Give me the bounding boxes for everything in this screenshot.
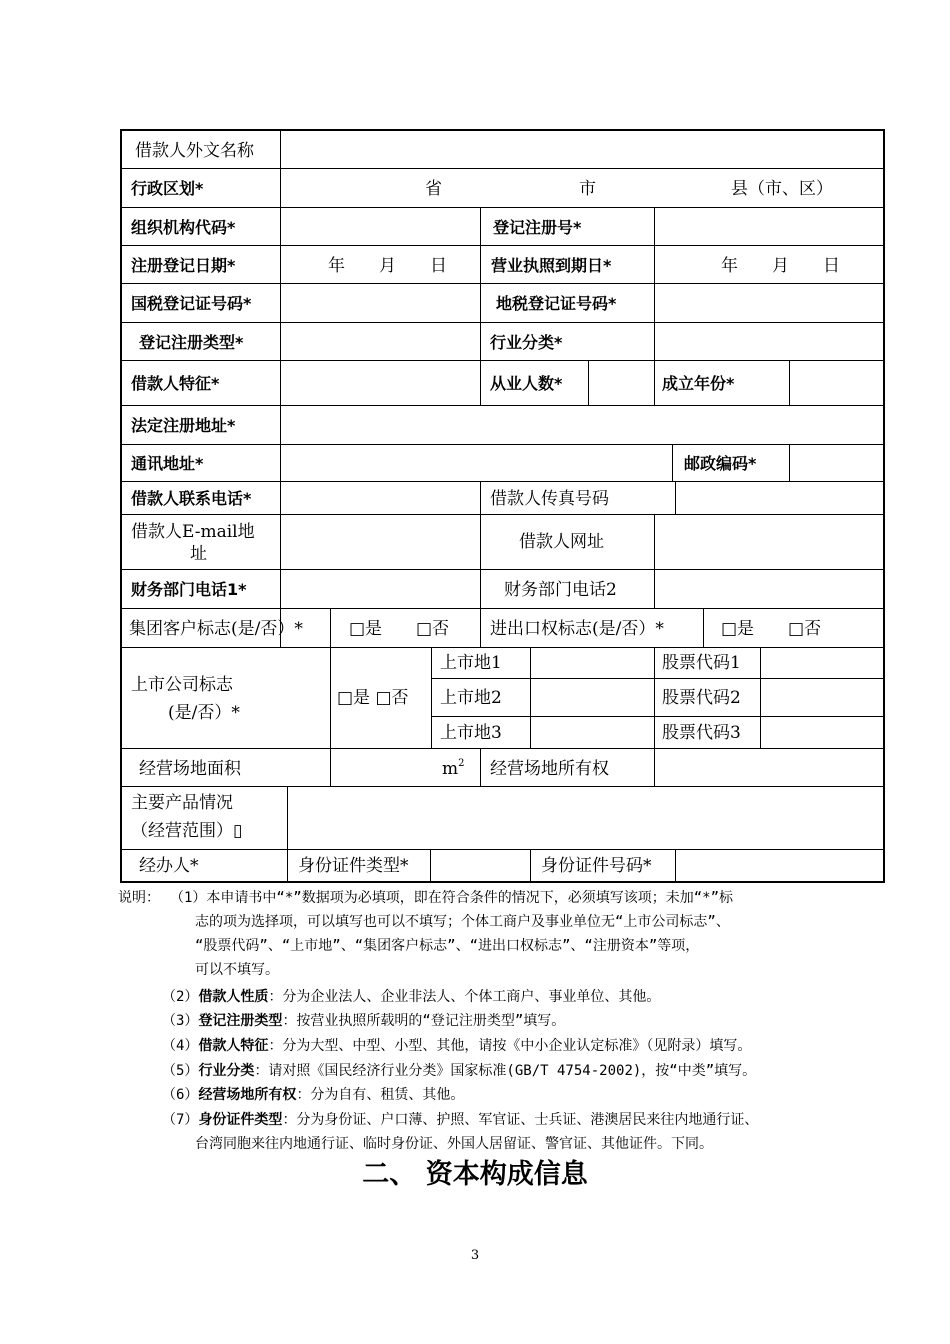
label-import-export: 进出口权标志(是/否）* [490, 619, 664, 639]
stock-code-2: 股票代码2 [662, 688, 741, 708]
license-expiry-placeholder: 年 月 日 [721, 256, 840, 276]
label-email-line2: 址 [190, 544, 207, 564]
label-registration-type: 登记注册类型* [139, 333, 244, 352]
note-5: （5）行业分类：请对照《国民经济行业分类》国家标准(GB/T 4754-2002)，按“中类”填写。 [162, 1063, 757, 1079]
label-finance-phone-2: 财务部门电话2 [504, 580, 617, 600]
division-city: 市 [579, 179, 596, 199]
registration-date-placeholder: 年 月 日 [328, 256, 447, 276]
listing-place-1: 上市地1 [440, 653, 502, 673]
label-group-customer: 集团客户标志(是/否）* [129, 619, 303, 639]
label-postcode: 邮政编码* [684, 454, 757, 473]
label-national-tax-no: 国税登记证号码* [131, 294, 252, 313]
label-admin-division: 行政区划* [131, 179, 204, 198]
note-2: （2）借款人性质：分为企业法人、企业非法人、个体工商户、事业单位、其他。 [162, 989, 661, 1005]
note-7-cont: 台湾同胞来往内地通行证、临时身份证、外国人居留证、警官证、其他证件。下同。 [195, 1136, 713, 1152]
note-1-line-1: （1）本申请书中“*”数据项为必填项，即在符合条件的情况下，必须填写该项；未加“*”标 [170, 890, 733, 906]
label-site-area: 经营场地面积 [139, 759, 241, 779]
note-3: （3）登记注册类型：按营业执照所载明的“登记注册类型”填写。 [162, 1013, 566, 1029]
label-listed-company-line2: (是/否）* [168, 703, 240, 723]
label-id-type: 身份证件类型* [298, 856, 409, 876]
label-local-tax-no: 地税登记证号码* [496, 294, 617, 313]
label-email: 借款人E-mail地 [131, 522, 255, 542]
note-1-line-2: 志的项为选择项，可以填写也可以不填写；个体工商户及事业单位无“上市公司标志”、 [195, 914, 730, 930]
site-area-unit: $m^2$ [442, 758, 465, 779]
label-fax: 借款人传真号码 [490, 489, 609, 509]
label-industry: 行业分类* [490, 333, 563, 352]
note-1-line-3: “股票代码”、“上市地”、“集团客户标志”、“进出口权标志”、“注册资本”等项， [195, 938, 700, 954]
label-site-ownership: 经营场地所有权 [490, 759, 609, 779]
label-foreign-name: 借款人外文名称 [135, 141, 254, 161]
group-customer-options[interactable]: □是 □否 [349, 619, 450, 639]
label-id-number: 身份证件号码* [541, 856, 652, 876]
label-registration-date: 注册登记日期* [131, 256, 236, 275]
note-1-line-4: 可以不填写。 [195, 962, 279, 978]
listed-company-options[interactable]: □是 □否 [337, 688, 409, 708]
label-founding-year: 成立年份* [662, 374, 735, 393]
label-finance-phone-1: 财务部门电话1* [131, 580, 247, 599]
listing-place-3: 上市地3 [440, 723, 502, 743]
label-handler: 经办人* [139, 856, 199, 876]
notes-lead: 说明： [118, 890, 160, 906]
borrower-info-form [120, 129, 885, 883]
division-province: 省 [425, 179, 442, 199]
label-listed-company: 上市公司标志 [131, 675, 233, 695]
listing-place-2: 上市地2 [440, 688, 502, 708]
stock-code-3: 股票代码3 [662, 723, 741, 743]
note-4: （4）借款人特征：分为大型、中型、小型、其他，请按《中小企业认定标准》（见附录）填写。 [162, 1038, 752, 1054]
note-7: （7）身份证件类型：分为身份证、户口薄、护照、军官证、士兵证、港澳居民来往内地通行证、 [162, 1112, 759, 1128]
label-main-products-line2: （经营范围）▯ [131, 821, 243, 841]
stock-code-1: 股票代码1 [662, 653, 741, 673]
label-main-products: 主要产品情况 [131, 793, 233, 813]
label-borrower-feature: 借款人特征* [131, 374, 220, 393]
division-county: 县（市、区） [731, 179, 833, 199]
label-employees: 从业人数* [490, 374, 563, 393]
label-legal-address: 法定注册地址* [131, 416, 236, 435]
label-org-code: 组织机构代码* [131, 218, 236, 237]
label-contact-phone: 借款人联系电话* [131, 489, 252, 508]
label-mailing-address: 通讯地址* [131, 454, 204, 473]
import-export-options[interactable]: □是 □否 [721, 619, 822, 639]
label-license-expiry: 营业执照到期日* [491, 256, 612, 275]
page-number: 3 [470, 1248, 480, 1263]
label-website: 借款人网址 [519, 532, 604, 552]
label-registration-no: 登记注册号* [493, 218, 582, 237]
note-6: （6）经营场地所有权：分为自有、租赁、其他。 [162, 1087, 465, 1103]
section-title: 二、 资本构成信息 [362, 1159, 588, 1190]
